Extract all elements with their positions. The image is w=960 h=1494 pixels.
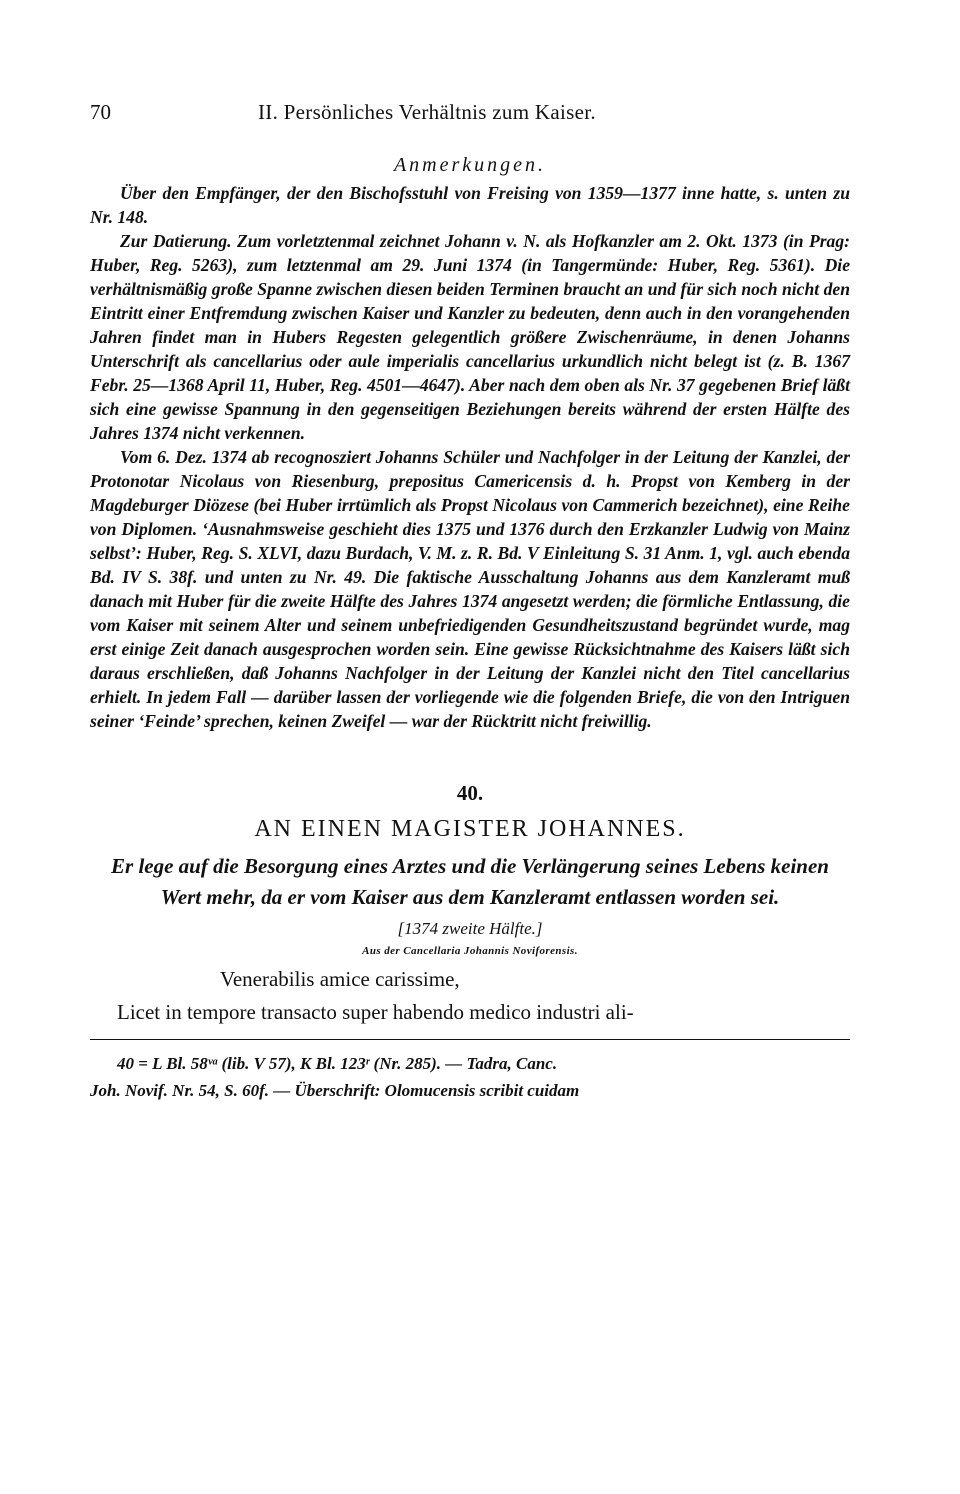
note-paragraph-succession: Vom 6. Dez. 1374 ab recognosziert Johanns Schüler und Nachfolger in der Leitung der Kanzlei, der Protonotar Nicolaus von Riesenburg, prepositus Camericensis d. h. Propst von Kemberg in der Magdeburger Diözese (bei Huber irrtümlich als Propst Nicolaus von Cammerich bezeichnet), eine Reihe von Diplomen. ‘Ausnahmsweise geschieht dies 1375 und 1376 durch den Erzkanzler Ludwig von Mainz selbst’: Huber, Reg. S. XLVI, dazu Burdach, V. M. z. R. Bd. V Einleitung S. 31 Anm. 1, vgl. auch ebenda Bd. IV S. 38f. und unten zu Nr. 49. Die faktische Ausschaltung Johanns aus dem Kanzleramt muß danach mit Huber für die zweite Hälfte des Jahres 1374 angesetzt werden; die förmliche Entlassung, die vom Kaiser mit seinem Alter und seinem unbefriedigenden Gesundheitszustand begründet wurde, mag erst einige Zeit danach ausgesprochen worden sein. Eine gewisse Rücksichtnahme des Kaisers läßt sich daraus erschließen, daß Johanns Nachfolger in der Leitung der Kanzlei nicht den Titel cancellarius erhielt. In jedem Fall — darüber lassen der vorliegende wie die folgenden Briefe, die von den Intriguen seiner ‘Feinde’ sprechen, keinen Zweifel — war der Rücktritt nicht freiwillig. bbox=[90, 447, 850, 731]
page-header bbox=[90, 100, 850, 134]
letter-salutation: Venerabilis amice carissime, bbox=[220, 967, 460, 991]
footnote-divider bbox=[90, 1039, 850, 1040]
letter-dating: [1374 zweite Hälfte.] bbox=[397, 919, 543, 938]
note-paragraph-dating: Zur Datierung. Zum vorletztenmal zeichnet Johann v. N. als Hofkanzler am 2. Okt. 1373 (in Prag: Huber, Reg. 5263), zum letztenmal am 29. Juni 1374 (in Tangermünde: Huber, Reg. 5361). Die verhältnismäßig große Spanne zwischen diesen beiden Terminen braucht an und für sich noch nicht den Eintritt einer Entfremdung zwischen Kaiser und Kanzler zu bedeuten, denn auch in den vorangehenden Jahren findet man in Hubers Regesten gelegentlich größere Zwischenräume, in denen Johanns Unterschrift als cancellarius oder aule imperialis cancellarius urkundlich nicht belegt ist (z. B. 1367 Febr. 25—1368 April 11, Huber, Reg. 4501—4647). Aber nach dem oben als Nr. 37 gegebenen Brief läßt sich eine gewisse Spannung in den gegenseitigen Beziehungen bereits während der ersten Hälfte des Jahres 1374 nicht verkennen. bbox=[90, 231, 850, 443]
book-page bbox=[90, 100, 850, 1104]
letter-title: AN EINEN MAGISTER JOHANNES. bbox=[254, 816, 686, 842]
notes-heading: Anmerkungen. bbox=[393, 154, 547, 176]
page-number: 70 bbox=[90, 100, 111, 124]
letter-source: Aus der Cancellaria Johannis Noviforensis. bbox=[362, 945, 578, 957]
footnote-section bbox=[90, 1050, 850, 1104]
footnote-line-1: 40 = L Bl. 58ᵛᵃ (lib. V 57), K Bl. 123ʳ (Nr. 285). — Tadra, Canc. bbox=[117, 1054, 558, 1073]
letter-number: 40. bbox=[456, 781, 484, 805]
note-paragraph-recipient: Über den Empfänger, der den Bischofsstuhl von Freising von 1359—1377 inne hatte, s. unten zu Nr. 148. bbox=[90, 183, 850, 227]
running-title: II. Persönliches Verhältnis zum Kaiser. bbox=[258, 100, 596, 124]
footnote-line-2: Joh. Novif. Nr. 54, S. 60f. — Überschrift: Olomucensis scribit cuidam bbox=[90, 1081, 580, 1100]
notes-section bbox=[90, 181, 850, 733]
letter-first-line: Licet in tempore transacto super habendo medico industri ali- bbox=[117, 1000, 634, 1024]
letter-summary: Er lege auf die Besorgung eines Arztes und die Verlängerung seines Lebens keinen Wert mehr, da er vom Kaiser aus dem Kanzleramt entlassen worden sei. bbox=[111, 854, 829, 909]
